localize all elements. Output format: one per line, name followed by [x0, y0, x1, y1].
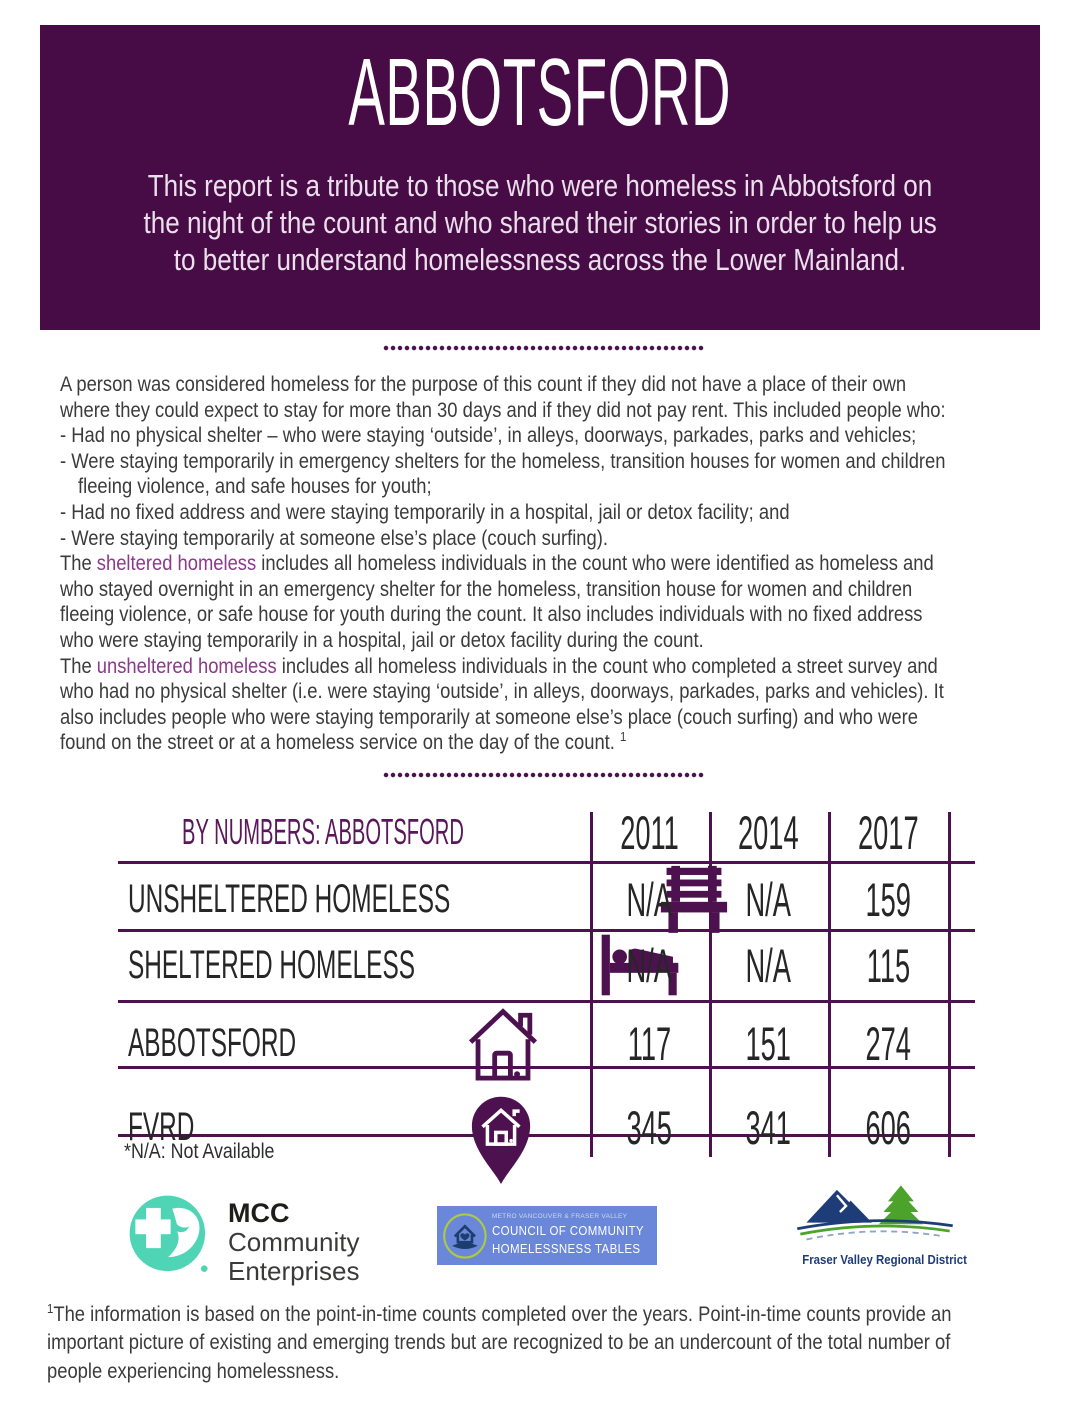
year-header-2011: 2011 — [620, 805, 679, 859]
mcc-logo-title: MCC — [228, 1198, 290, 1228]
definition-line: who had no physical shelter (i.e. were staying ‘outside’, in alleys, doorways, parkades, parks and vehicles). It — [60, 679, 944, 704]
fvrd-logo — [780, 1180, 990, 1269]
year-header-2014: 2014 — [738, 805, 799, 859]
fvrd-logo-caption: Fraser Valley Regional District — [802, 1252, 968, 1267]
dotted-divider — [383, 345, 705, 351]
definition-line: The unsheltered homeless includes all homeless individuals in the count who completed a street survey and — [60, 653, 938, 678]
by-numbers-table — [118, 800, 975, 1185]
value-cell: 159 — [865, 872, 911, 926]
footnote-marker: 1 — [47, 1300, 54, 1316]
footnote — [47, 1300, 1088, 1385]
definition-line: who stayed overnight in an emergency shelter for the homeless, transition house for women and children — [60, 576, 913, 601]
definition-line: The sheltered homeless includes all homeless individuals in the count who were identified as homeless and — [60, 551, 934, 576]
definitions-section — [60, 372, 1088, 756]
definition-line: - Had no fixed address and were staying temporarily in a hospital, jail or detox facility; and — [60, 499, 790, 524]
definition-line: fleeing violence, or safe house for youth during the count. It also includes individuals with no fixed address — [60, 602, 923, 627]
value-cell: 117 — [627, 1016, 672, 1070]
row-label-cell: ABBOTSFORD — [118, 1003, 590, 1083]
subtitle-line: This report is a tribute to those who were homeless in Abbotsford on — [147, 168, 933, 203]
value-cell: N/A — [626, 938, 673, 992]
council-logo-mark — [442, 1209, 488, 1263]
definition-line: who were staying temporarily in a hospital, jail or detox facility during the count. — [60, 627, 704, 652]
row-label-cell: UNSHELTERED HOMELESS — [118, 864, 590, 934]
mcc-logo-line: Community — [228, 1227, 360, 1257]
unsheltered-homeless-term: unsheltered homeless — [96, 653, 277, 678]
council-logo-text — [492, 1213, 657, 1258]
value-cell: N/A — [745, 872, 792, 926]
header-subtitle — [40, 168, 1040, 279]
value-cell: 274 — [865, 1016, 911, 1070]
definition-line: - Had no physical shelter – who were staying ‘outside’, in alleys, doorways, parkades, parks and vehicles; — [60, 423, 917, 448]
fvrd-logo-mark — [780, 1180, 970, 1244]
row-label-cell: SHELTERED HOMELESS — [118, 932, 590, 998]
value-cell: N/A — [626, 872, 673, 926]
footnote-reference: 1 — [619, 729, 627, 745]
definition-line: where they could expect to stay for more than 30 days and if they did not pay rent. This included people who: — [60, 397, 946, 422]
table-note: *N/A: Not Available — [124, 1140, 275, 1163]
mcc-logo — [128, 1192, 360, 1286]
footnote-line: $^1$The information is based on the point-in-time counts completed over the years. Point-in-time counts provide an — [47, 1300, 952, 1326]
year-header-2017: 2017 — [857, 805, 919, 859]
page-title: ABBOTSFORD — [348, 39, 732, 146]
value-cell: 115 — [866, 938, 910, 992]
value-cell: 345 — [626, 1101, 673, 1154]
value-cell: 151 — [745, 1016, 792, 1070]
council-logo-line: COUNCIL OF COMMUNITY — [491, 1224, 644, 1238]
value-cell: 341 — [745, 1101, 792, 1154]
definition-line: also includes people who were staying temporarily at someone else’s place (couch surfing) and who were — [60, 704, 918, 729]
value-cell: N/A — [745, 938, 792, 992]
table-title: BY NUMBERS: ABBOTSFORD — [182, 811, 464, 852]
mcc-logo-line: Enterprises — [228, 1256, 360, 1286]
mcc-logo-text — [228, 1192, 360, 1286]
definition-line: - Were staying temporarily at someone else’s place (couch surfing). — [60, 525, 608, 550]
value-cell: 606 — [865, 1101, 911, 1154]
subtitle-line: to better understand homelessness across the Lower Mainland. — [173, 242, 907, 277]
table-row-unsheltered — [118, 864, 975, 926]
dotted-divider — [383, 772, 705, 778]
footnote-line: important picture of existing and emerging trends but are recognized to be an undercount of the total number of — [47, 1330, 951, 1355]
mcc-logo-mark — [128, 1192, 210, 1278]
page-title-row — [40, 39, 1040, 146]
council-logo-tagline: METRO VANCOUVER & FRASER VALLEY — [491, 1213, 628, 1220]
sheltered-homeless-term: sheltered homeless — [96, 551, 257, 576]
definition-line: A person was considered homeless for the purpose of this count if they did not have a place of their own — [60, 372, 907, 396]
council-logo-line: HOMELESSNESS TABLES — [491, 1242, 641, 1256]
map-pin-house-icon — [462, 1069, 540, 1186]
council-of-community-homelessness-tables-logo — [437, 1206, 657, 1265]
header-banner — [40, 25, 1040, 330]
table-row-abbotsford — [118, 1003, 975, 1070]
definition-line: - Were staying temporarily in emergency shelters for the homeless, transition houses for women and children — [60, 448, 946, 473]
table-row-sheltered — [118, 932, 975, 996]
footnote-line: people experiencing homelessness. — [47, 1358, 340, 1383]
definition-line: fleeing violence, and safe houses for youth; — [78, 474, 432, 499]
definition-line: found on the street or at a homeless service on the day of the count. $^1$ — [60, 729, 627, 755]
subtitle-line: the night of the count and who shared their stories in order to help us — [143, 205, 937, 240]
row-label-cell: FVRD — [118, 1069, 590, 1186]
